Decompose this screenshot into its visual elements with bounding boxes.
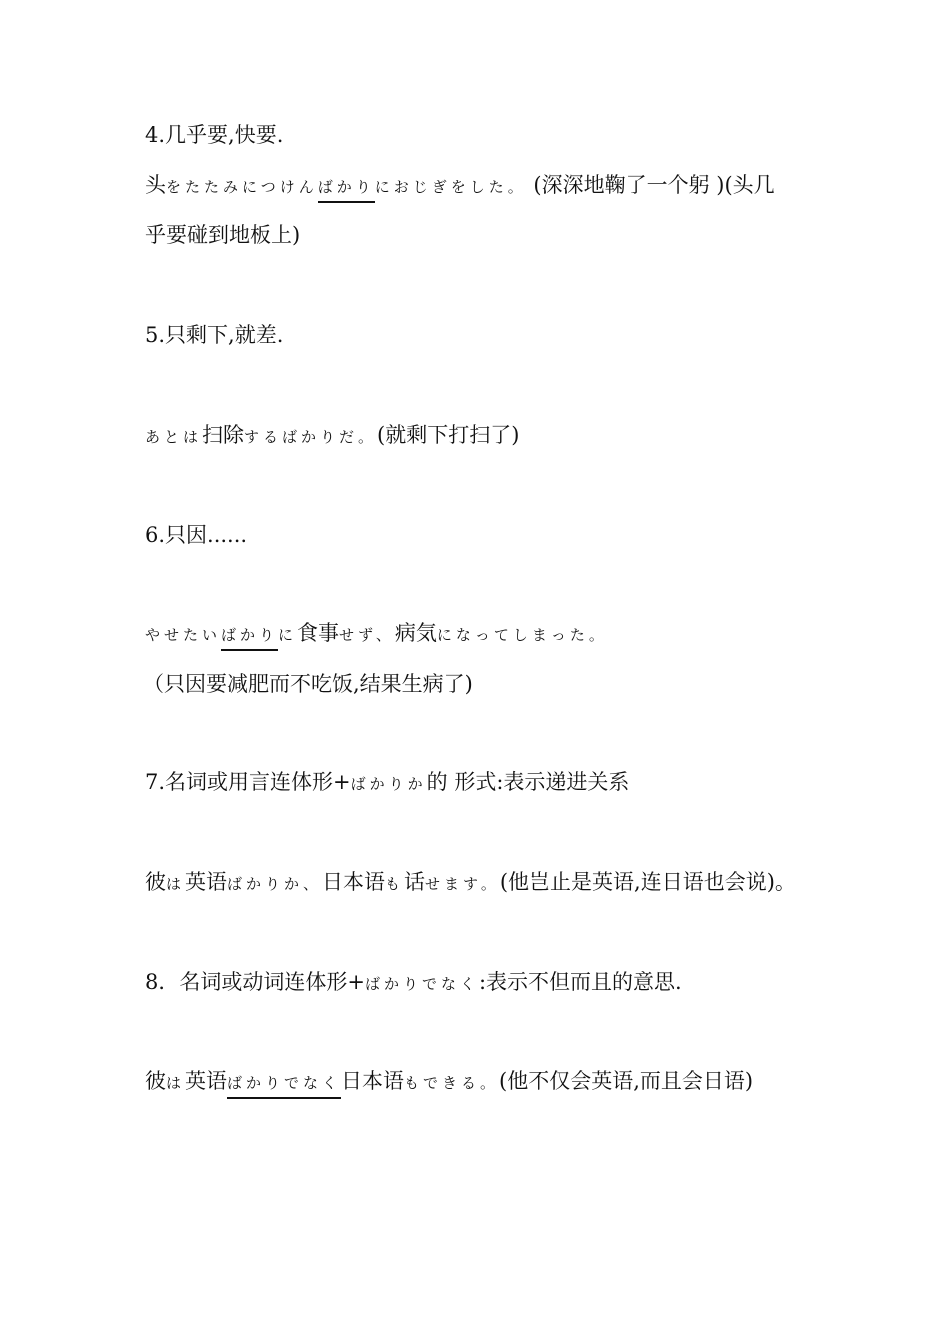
example-text: やせたい: [145, 626, 222, 644]
translation: (深深地鞠了一个躬 )(头几: [526, 173, 775, 197]
heading-keyword: ばかりでなく: [364, 975, 479, 993]
underlined-keyword: ばかり: [221, 625, 278, 651]
example-text: 彼: [145, 870, 166, 894]
item-8-example: [145, 1067, 753, 1099]
underlined-keyword: ばかりでなく: [227, 1073, 341, 1099]
example-text: 日本语: [341, 1069, 405, 1093]
example-text: も: [385, 875, 405, 893]
example-text: 食事: [297, 621, 340, 645]
item-6-translation: （只因要减肥而不吃饭,结果生病了): [143, 672, 473, 696]
example-text: 病気: [394, 621, 437, 645]
item-8-heading: [145, 968, 682, 998]
example-text: に: [278, 626, 298, 644]
example-text: 英语: [185, 1069, 228, 1093]
example-text: もできる。: [404, 1074, 500, 1092]
heading-text: :表示不但而且的意思.: [478, 970, 682, 994]
item-6-heading: 6.只因......: [145, 523, 248, 547]
example-text: 日本语: [322, 870, 386, 894]
item-4-heading: 4.几乎要,快要.: [145, 123, 284, 147]
example-text: 英语: [185, 870, 228, 894]
item-6-example: [145, 619, 608, 651]
underlined-keyword: ばかり: [318, 177, 375, 203]
heading-text: 7.名词或用言连体形+: [145, 770, 351, 794]
item-5-heading: 5.只剩下,就差.: [145, 323, 284, 347]
example-text: 头: [145, 173, 166, 197]
example-text: せます。: [425, 875, 500, 893]
example-text: するばかりだ。: [244, 428, 378, 446]
example-text: をたたみにつけん: [166, 178, 318, 196]
heading-text: 的 形式:表示递进关系: [426, 770, 630, 794]
translation: (他岂止是英语,连日语也会说)。: [499, 870, 796, 894]
example-text: におじぎをした。: [374, 178, 527, 196]
item-4-example-continued: 乎要碰到地板上): [145, 223, 301, 247]
item-5-example: [145, 421, 519, 451]
heading-keyword: ばかりか: [350, 775, 427, 793]
translation: (就剩下打扫了): [377, 423, 520, 447]
translation: (他不仅会英语,而且会日语): [499, 1069, 754, 1093]
example-text: 彼: [145, 1069, 166, 1093]
example-text: ばかりか、: [227, 875, 323, 893]
heading-text: 8．名词或动词连体形+: [145, 970, 365, 994]
example-text: は: [166, 1074, 186, 1092]
item-7-heading: [145, 768, 629, 798]
item-4-example: [145, 171, 775, 203]
example-text: せず、: [339, 626, 395, 644]
example-text: になってしまった。: [436, 626, 608, 644]
item-7-example: [145, 868, 796, 898]
example-text: あとは: [145, 428, 203, 446]
example-text: 话: [404, 870, 426, 894]
example-text: は: [166, 875, 186, 893]
example-text: 扫除: [202, 423, 245, 447]
